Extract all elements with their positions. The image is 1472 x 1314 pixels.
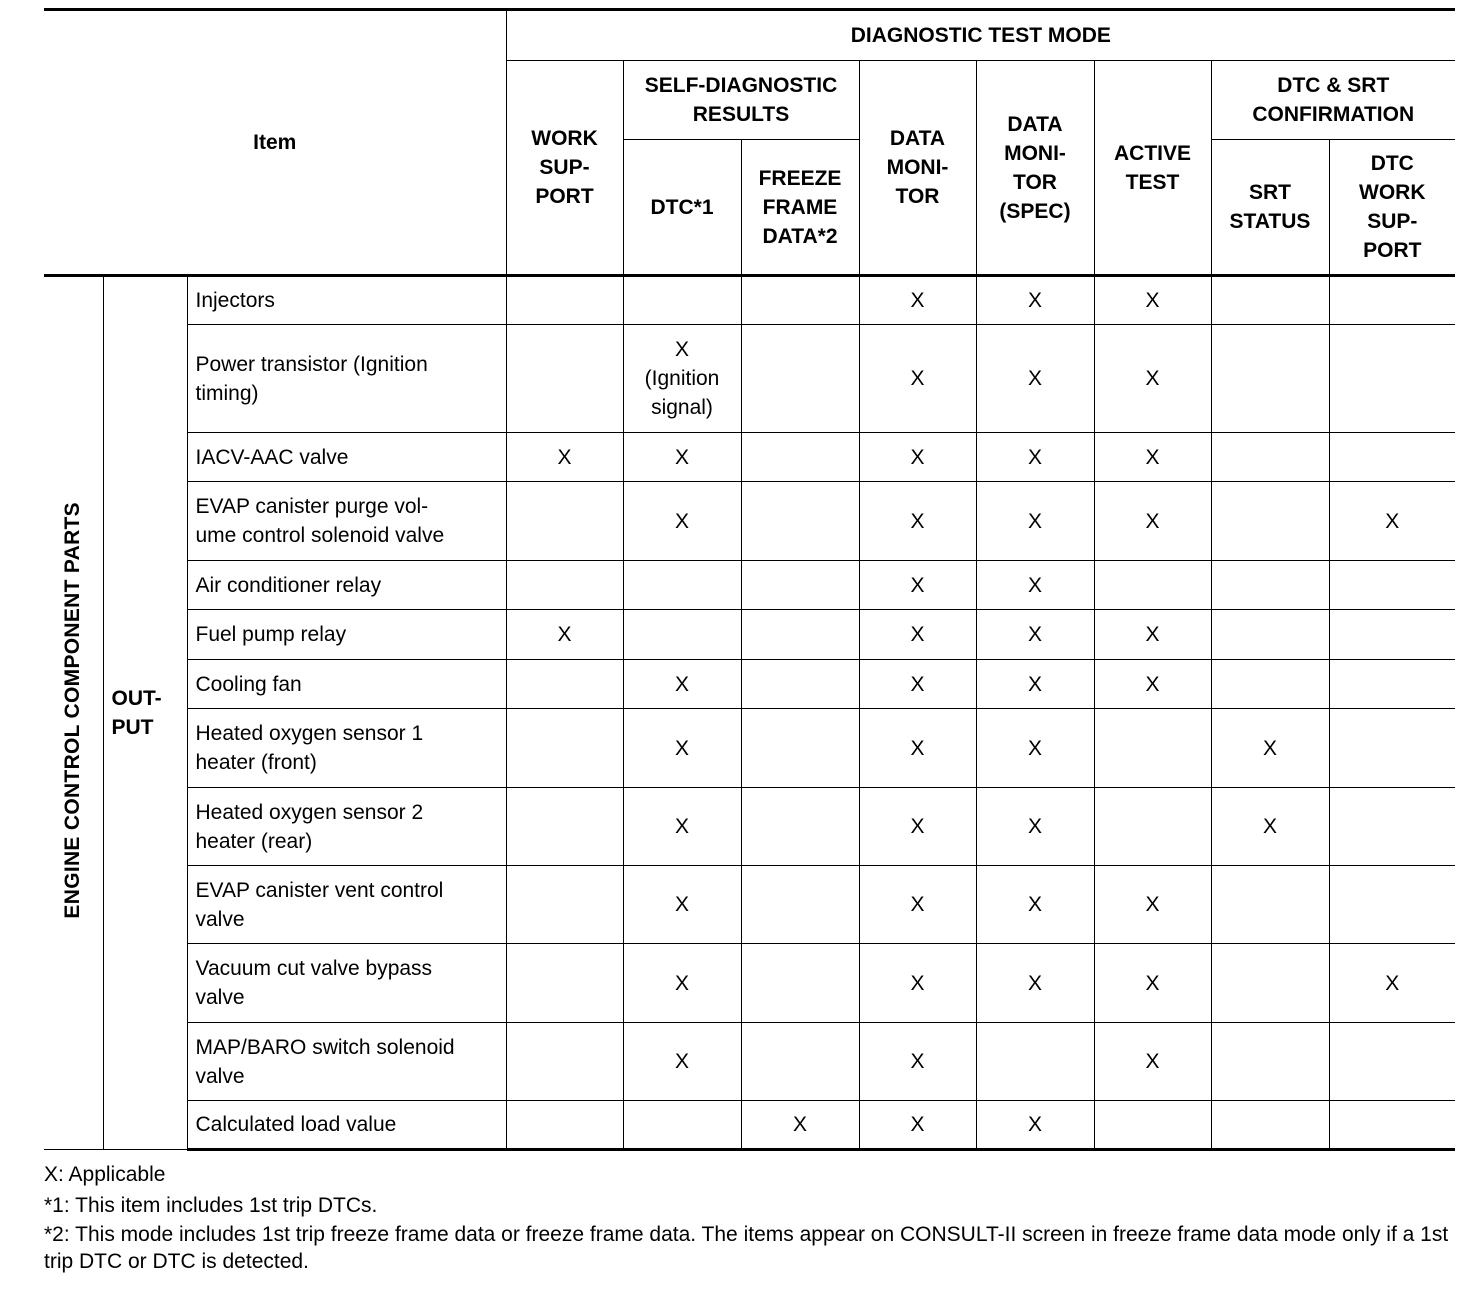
header-work-support: WORK SUP- PORT — [506, 61, 623, 276]
cell-data-monitor: X — [859, 325, 976, 433]
item-name: MAP/BARO switch solenoid valve — [187, 1023, 506, 1101]
cell-dtc1 — [623, 1101, 741, 1150]
footnote-2: *2: This mode includes 1st trip freeze frame data or freeze frame data. The items appear on CONSULT-II screen in freeze frame data mode only if a 1st trip DTC or DTC is detected. — [44, 1223, 1449, 1273]
cell-dtc1: X — [623, 944, 741, 1023]
cell-dtc-work-support — [1329, 325, 1455, 433]
header-srt-status: SRT STATUS — [1211, 140, 1329, 276]
cell-work-support: X — [506, 433, 623, 482]
cell-srt-status — [1211, 660, 1329, 709]
cell-dtc1: X (Ignition signal) — [623, 325, 741, 433]
legend-note: X: Applicable — [44, 1163, 166, 1186]
cell-dtc-work-support — [1329, 610, 1455, 660]
cell-work-support — [506, 1023, 623, 1101]
cell-dtc-work-support — [1329, 433, 1455, 482]
item-name: Fuel pump relay — [187, 610, 506, 660]
cell-active-test — [1094, 1101, 1211, 1150]
item-name: Air conditioner relay — [187, 561, 506, 610]
item-name: Power transistor (Ignition timing) — [187, 325, 506, 433]
footnote-1: *1: This item includes 1st trip DTCs. — [44, 1194, 378, 1217]
cell-active-test — [1094, 788, 1211, 866]
cell-srt-status: X — [1211, 709, 1329, 788]
cell-srt-status: X — [1211, 788, 1329, 866]
cell-work-support — [506, 866, 623, 944]
cell-data-monitor: X — [859, 561, 976, 610]
cell-work-support — [506, 709, 623, 788]
cell-data-monitor: X — [859, 1023, 976, 1101]
header-dtc-srt-confirmation: DTC & SRT CONFIRMATION — [1211, 61, 1455, 140]
header-freeze-frame-data2: FREEZE FRAME DATA*2 — [741, 140, 859, 276]
cell-dtc-work-support — [1329, 276, 1455, 325]
cell-srt-status — [1211, 1023, 1329, 1101]
item-name: Heated oxygen sensor 2 heater (rear) — [187, 788, 506, 866]
cell-freeze-frame-data2 — [741, 866, 859, 944]
cell-data-monitor: X — [859, 610, 976, 660]
cell-freeze-frame-data2 — [741, 482, 859, 561]
table-row — [44, 660, 1455, 709]
cell-freeze-frame-data2 — [741, 325, 859, 433]
cell-active-test: X — [1094, 866, 1211, 944]
item-name: Cooling fan — [187, 660, 506, 709]
cell-work-support — [506, 561, 623, 610]
cell-work-support: X — [506, 610, 623, 660]
cell-data-monitor: X — [859, 482, 976, 561]
table-row — [44, 1101, 1455, 1150]
cell-dtc-work-support — [1329, 788, 1455, 866]
cell-data-monitor-spec: X — [976, 276, 1094, 325]
cell-data-monitor: X — [859, 276, 976, 325]
cell-data-monitor-spec — [976, 1023, 1094, 1101]
header-dtc1: DTC*1 — [623, 140, 741, 276]
cell-dtc-work-support — [1329, 1023, 1455, 1101]
cell-data-monitor-spec: X — [976, 482, 1094, 561]
cell-srt-status — [1211, 276, 1329, 325]
cell-work-support — [506, 660, 623, 709]
cell-active-test: X — [1094, 433, 1211, 482]
cell-dtc-work-support — [1329, 709, 1455, 788]
item-name: Heated oxygen sensor 1 heater (front) — [187, 709, 506, 788]
cell-srt-status — [1211, 610, 1329, 660]
cell-data-monitor-spec: X — [976, 709, 1094, 788]
cell-data-monitor-spec: X — [976, 325, 1094, 433]
cell-freeze-frame-data2 — [741, 610, 859, 660]
cell-active-test — [1094, 709, 1211, 788]
cell-active-test: X — [1094, 660, 1211, 709]
cell-active-test: X — [1094, 276, 1211, 325]
header-self-diagnostic-results: SELF-DIAGNOSTIC RESULTS — [623, 61, 859, 140]
cell-dtc-work-support: X — [1329, 482, 1455, 561]
cell-freeze-frame-data2 — [741, 1023, 859, 1101]
header-data-monitor: DATA MONI- TOR — [859, 61, 976, 276]
cell-freeze-frame-data2 — [741, 709, 859, 788]
cell-dtc-work-support — [1329, 561, 1455, 610]
cell-data-monitor-spec: X — [976, 433, 1094, 482]
cell-dtc1 — [623, 276, 741, 325]
cell-data-monitor: X — [859, 944, 976, 1023]
table-row — [44, 1023, 1455, 1101]
cell-freeze-frame-data2 — [741, 788, 859, 866]
diagnostic-test-mode-table — [44, 8, 1455, 1151]
cell-work-support — [506, 1101, 623, 1150]
cell-data-monitor-spec: X — [976, 944, 1094, 1023]
cell-dtc-work-support: X — [1329, 944, 1455, 1023]
table-body — [44, 276, 1455, 1150]
table-row — [44, 433, 1455, 482]
cell-data-monitor-spec: X — [976, 660, 1094, 709]
table-row — [44, 610, 1455, 660]
cell-srt-status — [1211, 482, 1329, 561]
cell-data-monitor: X — [859, 433, 976, 482]
header-data-monitor-spec: DATA MONI- TOR (SPEC) — [976, 61, 1094, 276]
subcategory-label: OUT- PUT — [103, 276, 187, 1150]
table-row — [44, 788, 1455, 866]
cell-freeze-frame-data2 — [741, 561, 859, 610]
table-row — [44, 866, 1455, 944]
cell-data-monitor-spec: X — [976, 1101, 1094, 1150]
cell-srt-status — [1211, 1101, 1329, 1150]
cell-dtc1: X — [623, 660, 741, 709]
item-name: Injectors — [187, 276, 506, 325]
category-label-cell — [44, 276, 103, 1150]
table-row — [44, 709, 1455, 788]
cell-dtc1: X — [623, 788, 741, 866]
cell-freeze-frame-data2 — [741, 660, 859, 709]
cell-dtc1: X — [623, 866, 741, 944]
cell-work-support — [506, 276, 623, 325]
table-row — [44, 276, 1455, 325]
cell-active-test: X — [1094, 610, 1211, 660]
cell-active-test — [1094, 561, 1211, 610]
cell-data-monitor-spec: X — [976, 561, 1094, 610]
cell-data-monitor-spec: X — [976, 866, 1094, 944]
cell-data-monitor-spec: X — [976, 788, 1094, 866]
header-item: Item — [44, 10, 506, 276]
item-name: EVAP canister purge vol- ume control solenoid valve — [187, 482, 506, 561]
cell-dtc-work-support — [1329, 1101, 1455, 1150]
table-row — [44, 944, 1455, 1023]
cell-dtc1: X — [623, 1023, 741, 1101]
cell-srt-status — [1211, 944, 1329, 1023]
cell-active-test: X — [1094, 944, 1211, 1023]
cell-active-test: X — [1094, 482, 1211, 561]
item-name: Vacuum cut valve bypass valve — [187, 944, 506, 1023]
cell-freeze-frame-data2 — [741, 433, 859, 482]
cell-dtc1: X — [623, 709, 741, 788]
cell-dtc1: X — [623, 433, 741, 482]
cell-srt-status — [1211, 561, 1329, 610]
cell-data-monitor: X — [859, 866, 976, 944]
cell-work-support — [506, 482, 623, 561]
cell-dtc1 — [623, 561, 741, 610]
cell-freeze-frame-data2 — [741, 276, 859, 325]
cell-data-monitor: X — [859, 709, 976, 788]
cell-data-monitor: X — [859, 660, 976, 709]
cell-dtc-work-support — [1329, 866, 1455, 944]
cell-srt-status — [1211, 433, 1329, 482]
item-name: IACV-AAC valve — [187, 433, 506, 482]
cell-work-support — [506, 325, 623, 433]
cell-active-test: X — [1094, 1023, 1211, 1101]
cell-dtc1 — [623, 610, 741, 660]
cell-active-test: X — [1094, 325, 1211, 433]
cell-srt-status — [1211, 866, 1329, 944]
category-label: ENGINE CONTROL COMPONENT PARTS — [61, 501, 85, 919]
header-dtc-work-support: DTC WORK SUP- PORT — [1329, 140, 1455, 276]
cell-data-monitor: X — [859, 1101, 976, 1150]
footnotes — [44, 1159, 1456, 1275]
table-row — [44, 482, 1455, 561]
item-name: Calculated load value — [187, 1101, 506, 1150]
cell-work-support — [506, 788, 623, 866]
cell-data-monitor-spec: X — [976, 610, 1094, 660]
cell-data-monitor: X — [859, 788, 976, 866]
cell-work-support — [506, 944, 623, 1023]
header-diagnostic-test-mode: DIAGNOSTIC TEST MODE — [506, 10, 1455, 61]
diagnostic-table-container — [44, 8, 1455, 1151]
item-name: EVAP canister vent control valve — [187, 866, 506, 944]
table-row — [44, 325, 1455, 433]
cell-srt-status — [1211, 325, 1329, 433]
cell-dtc-work-support — [1329, 660, 1455, 709]
cell-freeze-frame-data2 — [741, 944, 859, 1023]
header-active-test: ACTIVE TEST — [1094, 61, 1211, 276]
cell-freeze-frame-data2: X — [741, 1101, 859, 1150]
table-row — [44, 561, 1455, 610]
cell-dtc1: X — [623, 482, 741, 561]
